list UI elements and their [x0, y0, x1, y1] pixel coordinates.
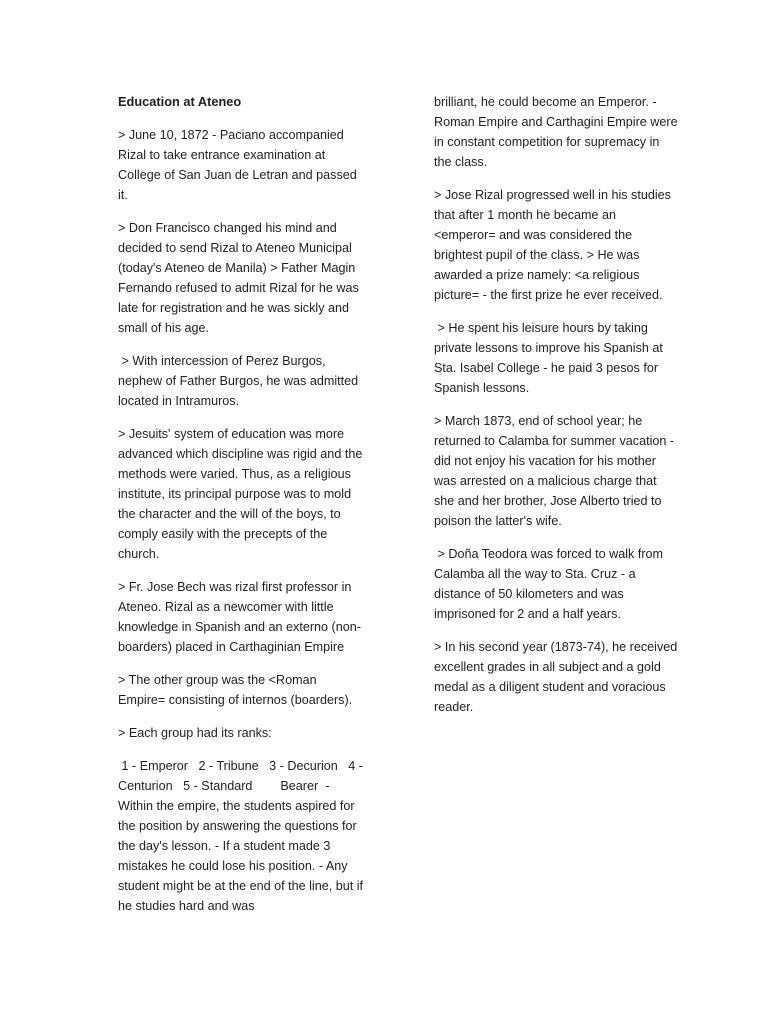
- document-title: Education at Ateneo: [118, 94, 242, 109]
- paragraph: 1 - Emperor 2 - Tribune 3 - Decurion 4 - Centurion 5 - Standard Bearer - Within the empire, the students aspired for the position by answering the questions for the day's lesson. - If a student made 3 mistakes he could lose his position. - Any student might be at the end of the line, but if he studies hard and was: [118, 759, 367, 913]
- paragraph: > Jose Rizal progressed well in his studies that after 1 month he became an <emperor= and was considered the brightest pupil of the class. > He was awarded a prize namely: <a religious picture= - the first prize he ever received.: [434, 188, 675, 302]
- paragraph: > Fr. Jose Bech was rizal first professor in Ateneo. Rizal as a newcomer with little knowledge in Spanish and an externo (non-boarders) placed in Carthaginian Empire: [118, 580, 361, 654]
- paragraph: > Doña Teodora was forced to walk from Calamba all the way to Sta. Cruz - a distance of 50 kilometers and was imprisoned for 2 and a half years.: [434, 547, 667, 621]
- paragraph: > He spent his leisure hours by taking private lessons to improve his Spanish at Sta. Isabel College - he paid 3 pesos for Spanish lessons.: [434, 321, 667, 395]
- paragraph: > March 1873, end of school year; he returned to Calamba for summer vacation - did not enjoy his vacation for his mother was arrested on a malicious charge that she and her brother, Jose Alberto tried to poison the latter's wife.: [434, 414, 678, 528]
- paragraph: > The other group was the <Roman Empire= consisting of internos (boarders).: [118, 673, 353, 707]
- left-column: [118, 92, 367, 929]
- paragraph: > June 10, 1872 - Paciano accompanied Rizal to take entrance examination at College of San Juan de Letran and passed it.: [118, 128, 361, 202]
- paragraph: > Each group had its ranks:: [118, 726, 272, 740]
- paragraph: > In his second year (1873-74), he received excellent grades in all subject and a gold medal as a diligent student and voracious reader.: [434, 640, 681, 714]
- paragraph: > With intercession of Perez Burgos, nephew of Father Burgos, he was admitted located in Intramuros.: [118, 354, 362, 408]
- paragraph: > Don Francisco changed his mind and decided to send Rizal to Ateneo Municipal (today's Ateneo de Manila) > Father Magin Fernando refused to admit Rizal for he was late for registration and he was sickly and small of his age.: [118, 221, 363, 335]
- right-column: [434, 92, 680, 730]
- paragraph: brilliant, he could become an Emperor. - Roman Empire and Carthagini Empire were in constant competition for supremacy in the class.: [434, 95, 682, 169]
- paragraph: > Jesuits' system of education was more advanced which discipline was rigid and the methods were varied. Thus, as a religious institute, its principal purpose was to mold the character and the will of the boys, to comply easily with the precepts of the church.: [118, 427, 366, 561]
